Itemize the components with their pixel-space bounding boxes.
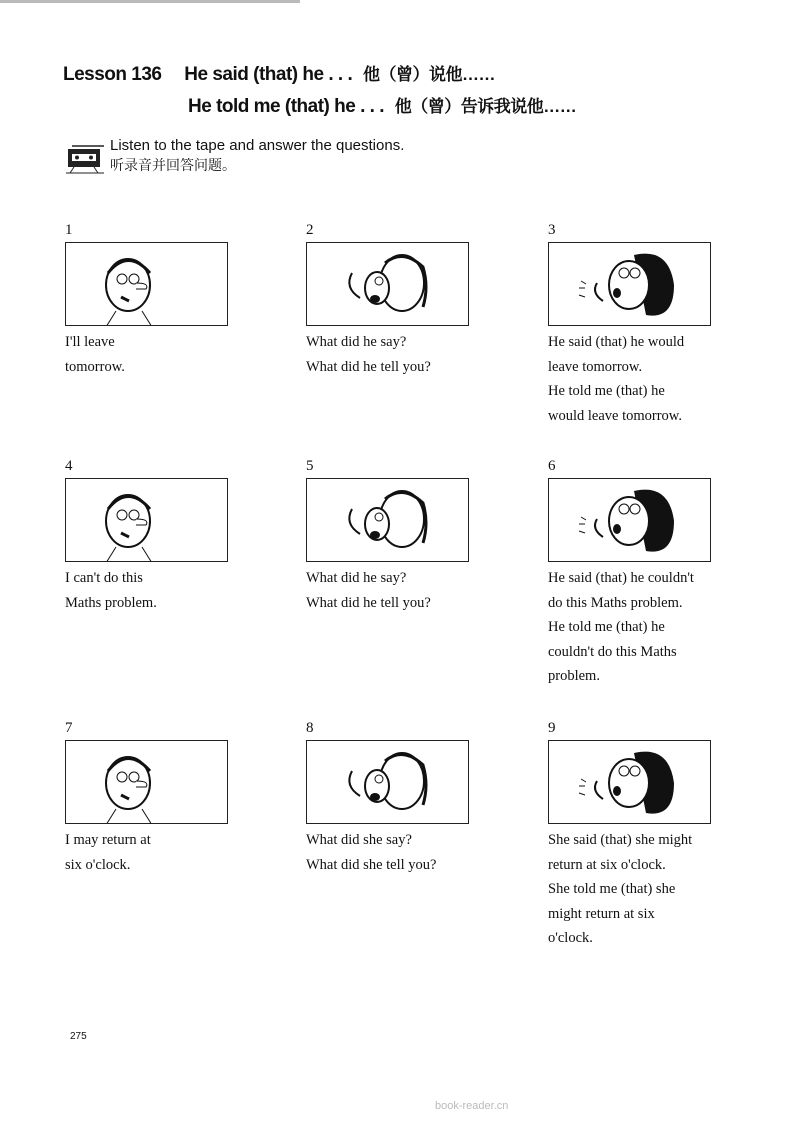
page-number: 275 bbox=[70, 1031, 87, 1042]
cartoon-illustration bbox=[65, 242, 228, 326]
cartoon-illustration bbox=[548, 242, 711, 326]
exercise-item bbox=[65, 720, 240, 877]
text-line: He told me (that) he bbox=[548, 383, 665, 399]
cartoon-face-icon bbox=[66, 243, 228, 326]
text-line: What did he tell you? bbox=[306, 594, 431, 611]
title-line1-en: He said (that) he . . . bbox=[184, 64, 353, 85]
cartoon-face-icon bbox=[66, 741, 228, 824]
cartoon-face-icon bbox=[549, 479, 711, 562]
text-line: leave tomorrow. bbox=[548, 358, 643, 375]
text-line: What did she tell you? bbox=[306, 856, 437, 873]
exercise-item bbox=[306, 720, 481, 877]
text-line: He said (that) he couldn't bbox=[548, 570, 694, 586]
exercise-item bbox=[548, 458, 723, 689]
instructions bbox=[110, 136, 404, 176]
item-text bbox=[548, 828, 723, 951]
cartoon-illustration bbox=[548, 478, 711, 562]
exercise-item bbox=[65, 222, 240, 379]
instruction-en: Listen to the tape and answer the questions. bbox=[110, 137, 405, 154]
exercise-item bbox=[548, 720, 723, 951]
text-line: might return at six bbox=[548, 905, 655, 922]
cartoon-illustration bbox=[306, 478, 469, 562]
scan-edge bbox=[0, 0, 300, 3]
cartoon-illustration bbox=[306, 242, 469, 326]
lesson-subtitle bbox=[188, 92, 576, 118]
text-line: problem. bbox=[548, 668, 600, 684]
item-number: 1 bbox=[65, 222, 73, 238]
title-line1-zh: 他（曾）说他…… bbox=[363, 65, 496, 84]
text-line: Maths problem. bbox=[65, 594, 157, 611]
cartoon-illustration bbox=[548, 740, 711, 824]
item-number: 7 bbox=[65, 720, 73, 736]
text-line: would leave tomorrow. bbox=[548, 407, 682, 424]
text-line: She said (that) she might bbox=[548, 832, 693, 848]
text-line: o'clock. bbox=[548, 930, 593, 946]
item-text bbox=[548, 566, 723, 689]
text-line: What did he say? bbox=[306, 570, 407, 586]
text-line: couldn't do this Maths bbox=[548, 643, 677, 660]
text-line: What did he tell you? bbox=[306, 358, 431, 375]
cassette-tape-icon bbox=[66, 144, 106, 176]
item-number: 2 bbox=[306, 222, 314, 238]
item-text bbox=[306, 566, 481, 615]
item-number: 8 bbox=[306, 720, 314, 736]
exercise-item bbox=[306, 222, 481, 379]
watermark: book-reader.cn bbox=[435, 1100, 509, 1112]
item-number: 4 bbox=[65, 458, 73, 474]
exercise-item bbox=[306, 458, 481, 615]
text-line: I may return at bbox=[65, 832, 151, 848]
item-number: 5 bbox=[306, 458, 314, 474]
text-line: He told me (that) he bbox=[548, 619, 665, 635]
cartoon-face-icon bbox=[307, 479, 469, 562]
lesson-title bbox=[63, 60, 495, 86]
text-line: What did she say? bbox=[306, 832, 412, 848]
text-line: do this Maths problem. bbox=[548, 594, 683, 611]
item-text bbox=[548, 330, 723, 428]
text-line: He said (that) he would bbox=[548, 334, 685, 350]
title-line2-en: He told me (that) he . . . bbox=[188, 96, 385, 117]
item-number: 6 bbox=[548, 458, 556, 474]
instruction-zh: 听录音并回答问题。 bbox=[110, 158, 236, 174]
text-line: She told me (that) she bbox=[548, 881, 676, 897]
text-line: tomorrow. bbox=[65, 358, 125, 375]
item-number: 9 bbox=[548, 720, 556, 736]
cartoon-face-icon bbox=[307, 741, 469, 824]
text-line: I can't do this bbox=[65, 570, 143, 586]
exercise-item bbox=[548, 222, 723, 428]
text-line: What did he say? bbox=[306, 334, 407, 350]
text-line: I'll leave bbox=[65, 334, 115, 350]
cartoon-face-icon bbox=[66, 479, 228, 562]
cartoon-illustration bbox=[65, 740, 228, 824]
item-text bbox=[306, 330, 481, 379]
cartoon-illustration bbox=[65, 478, 228, 562]
item-text bbox=[306, 828, 481, 877]
item-number: 3 bbox=[548, 222, 556, 238]
title-line2-zh: 他（曾）告诉我说他…… bbox=[394, 97, 577, 116]
text-line: return at six o'clock. bbox=[548, 856, 666, 873]
item-text bbox=[65, 566, 240, 615]
item-text bbox=[65, 330, 240, 379]
item-text bbox=[65, 828, 240, 877]
cartoon-illustration bbox=[306, 740, 469, 824]
exercise-item bbox=[65, 458, 240, 615]
cartoon-face-icon bbox=[549, 243, 711, 326]
cartoon-face-icon bbox=[549, 741, 711, 824]
cartoon-face-icon bbox=[307, 243, 469, 326]
text-line: six o'clock. bbox=[65, 856, 131, 873]
lesson-number: Lesson 136 bbox=[63, 64, 162, 85]
